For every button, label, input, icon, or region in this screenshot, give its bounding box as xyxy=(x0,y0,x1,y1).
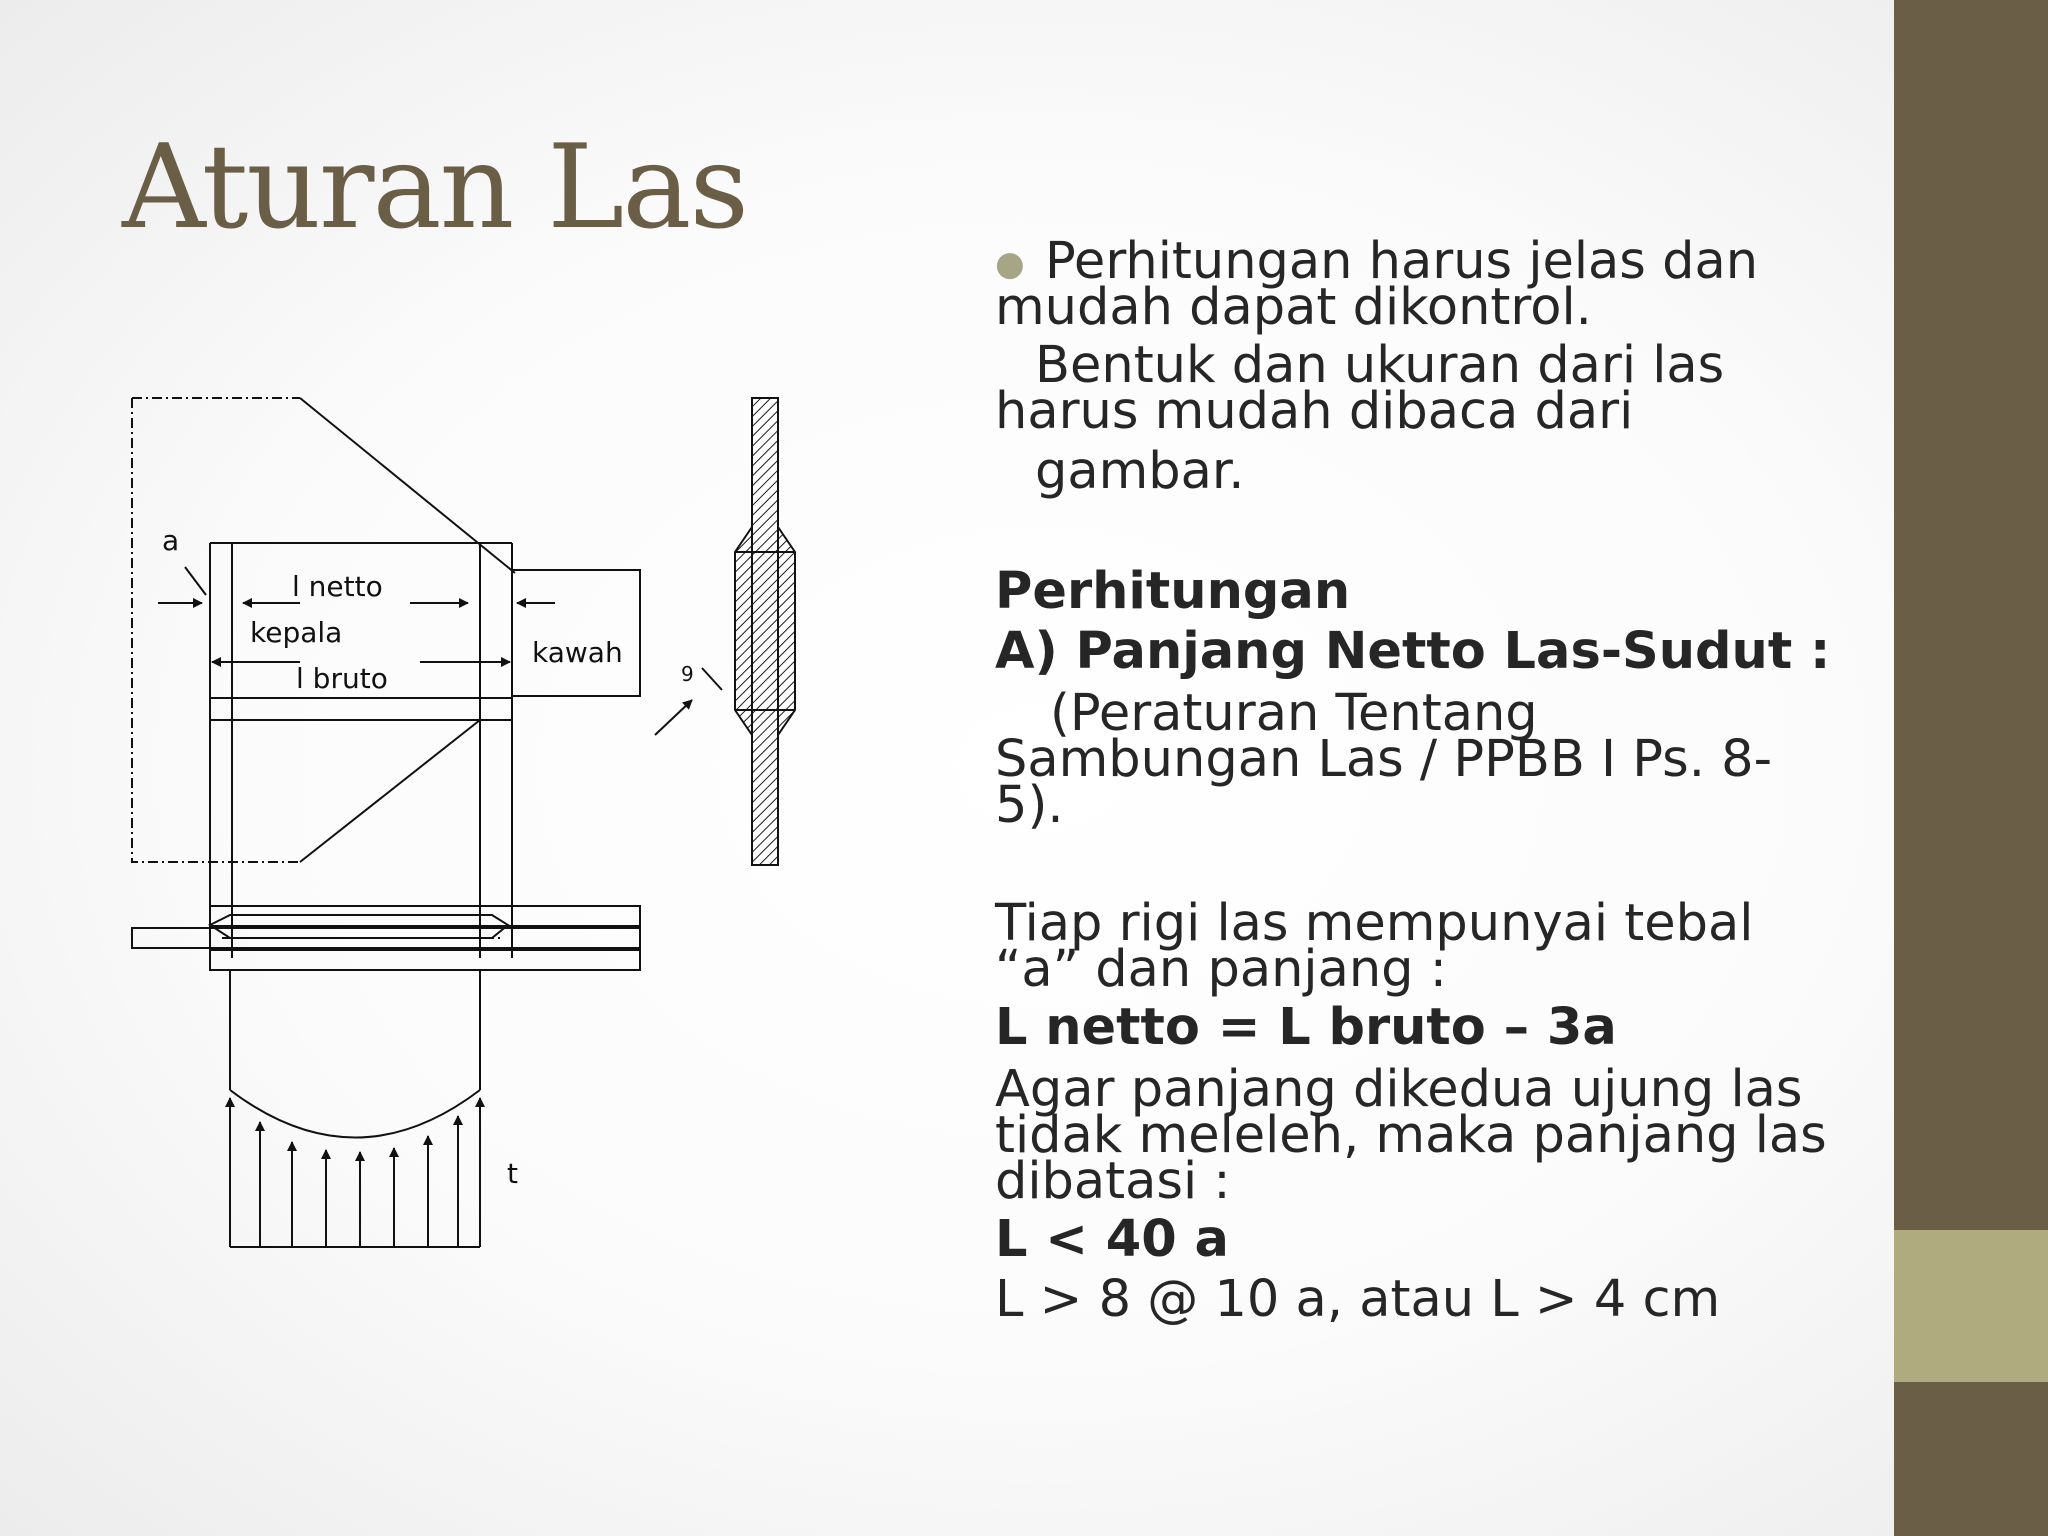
bullet-line-1: ● Perhitungan harus jelas dan xyxy=(995,232,1759,291)
para2-line-2: “a” dan panjang : xyxy=(995,940,1447,999)
label-a: a xyxy=(162,524,180,557)
slide-title: Aturan Las xyxy=(122,120,747,255)
formula-netto: L netto = L bruto – 3a xyxy=(995,998,1617,1057)
label-l-netto: l netto xyxy=(292,570,383,603)
formula-max: L < 40 a xyxy=(995,1210,1229,1269)
para3-line-2: tidak meleleh, maka panjang las xyxy=(995,1106,1827,1165)
para1-line-2: harus mudah dibaca dari xyxy=(995,382,1634,441)
heading: Perhitungan xyxy=(995,562,1351,621)
bullet-line-2: mudah dapat dikontrol. xyxy=(995,278,1592,337)
weld-diagram xyxy=(100,380,694,1260)
label-t: t xyxy=(507,1157,518,1190)
reference-line-1: (Peraturan Tentang xyxy=(1050,684,1538,743)
reference-line-2: Sambungan Las / PPBB I Ps. 8- xyxy=(995,730,1772,789)
bullet-icon: ● xyxy=(995,244,1025,284)
label-kawah: kawah xyxy=(532,636,623,669)
para3-line-1: Agar panjang dikedua ujung las xyxy=(995,1060,1803,1119)
para1-line-1: Bentuk dan ukuran dari las xyxy=(1035,336,1725,395)
sidebar-decoration xyxy=(1894,0,2048,1536)
para2-line-1: Tiap rigi las mempunyai tebal xyxy=(995,894,1754,953)
label-9: 9 xyxy=(681,662,694,686)
sidebar-accent xyxy=(1894,1230,2048,1382)
para3-line-3: dibatasi : xyxy=(995,1152,1231,1211)
subheading: A) Panjang Netto Las-Sudut : xyxy=(995,622,1831,681)
formula-min: L > 8 @ 10 a, atau L > 4 cm xyxy=(995,1270,1721,1329)
para1-line-3: gambar. xyxy=(1035,442,1245,501)
label-kepala: kepala xyxy=(250,616,343,649)
label-l-bruto: l bruto xyxy=(296,662,388,695)
reference-line-3: 5). xyxy=(995,776,1064,835)
